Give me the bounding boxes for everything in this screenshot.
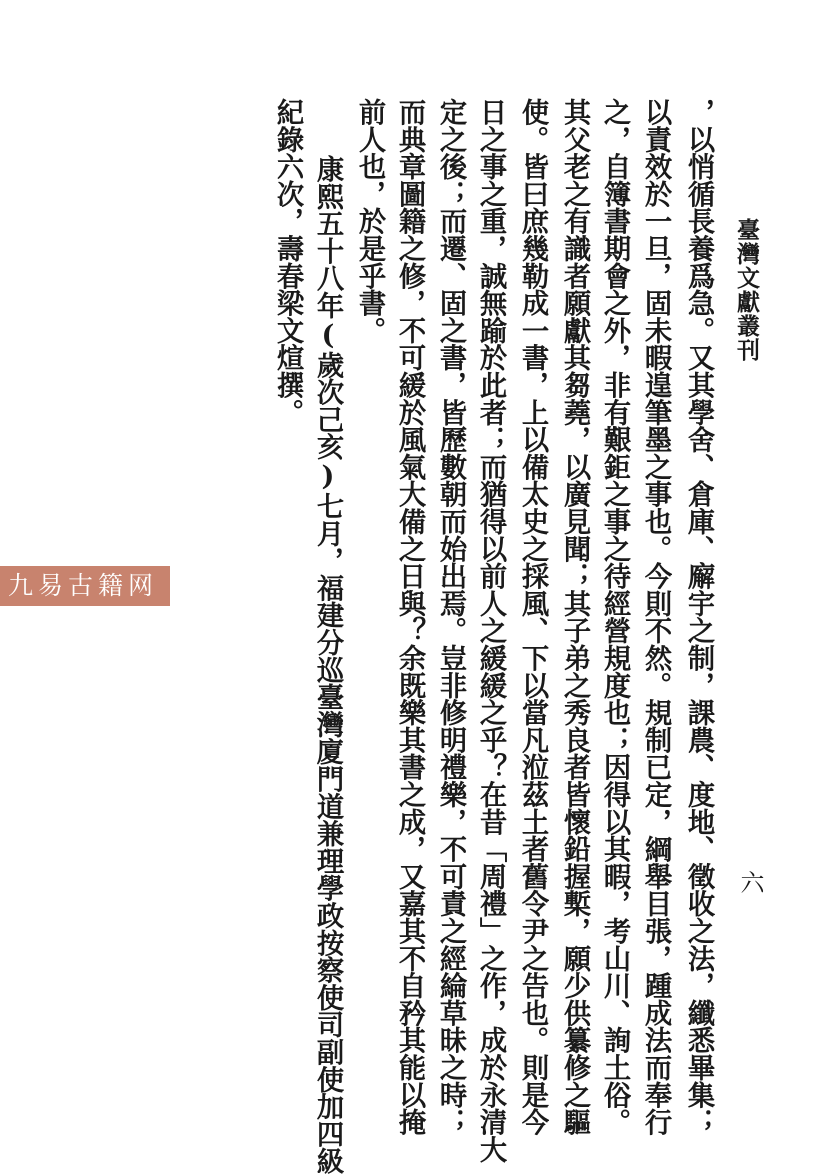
watermark-banner: 九易古籍网 <box>0 566 170 606</box>
page-number: 六 <box>736 870 764 894</box>
running-header-title: 臺灣文獻叢刊 <box>733 218 760 362</box>
text-column: 以責效於一旦，固未暇遑筆墨之事也。今則不然。規制已定，綱舉目張，踵成法而奉行 <box>640 98 672 1136</box>
text-column: 使。皆曰庶幾勒成一書，上以備太史之採風、下以當凡涖茲土者舊令尹之告也。則是今 <box>517 98 549 1136</box>
text-column: 定之後；而遷、固之書，皆歷數朝而始出焉。豈非修明禮樂，不可責之經綸草昧之時； <box>435 98 467 1136</box>
text-column: 前人也，於是乎書。 <box>354 98 386 344</box>
text-column: ，以悄循長養爲急。又其學舍、倉庫、廨宇之制，課農、度地、徵收之法，纖悉畢集； <box>683 98 715 1136</box>
text-column-signature: 紀錄六次，壽春梁文煊撰。 <box>272 98 304 426</box>
text-column: 之，自簿書期會之外，非有艱鉅之事之待經營規度也；因得以其暇，考山川、詢土俗。 <box>599 98 631 1136</box>
text-column: 日之事之重，誠無踰於此者；而猶得以前人之緩緩之乎？在昔「周禮」之作，成於永清大 <box>475 98 507 1163</box>
text-column-dateline: 康熙五十八年(歲次己亥)七月，福建分巡臺灣廈門道兼理學政按察使司副使加四級 <box>312 155 344 1175</box>
text-column: 其父老之有識者願獻其芻蕘，以廣見聞；其子弟之秀良者皆懷鉛握槧，願少供纂修之驅 <box>559 98 591 1136</box>
text-column: 而典章圖籍之修，不可緩於風氣大備之日與？余既樂其書之成，又嘉其不自矜其能以掩 <box>394 98 426 1136</box>
